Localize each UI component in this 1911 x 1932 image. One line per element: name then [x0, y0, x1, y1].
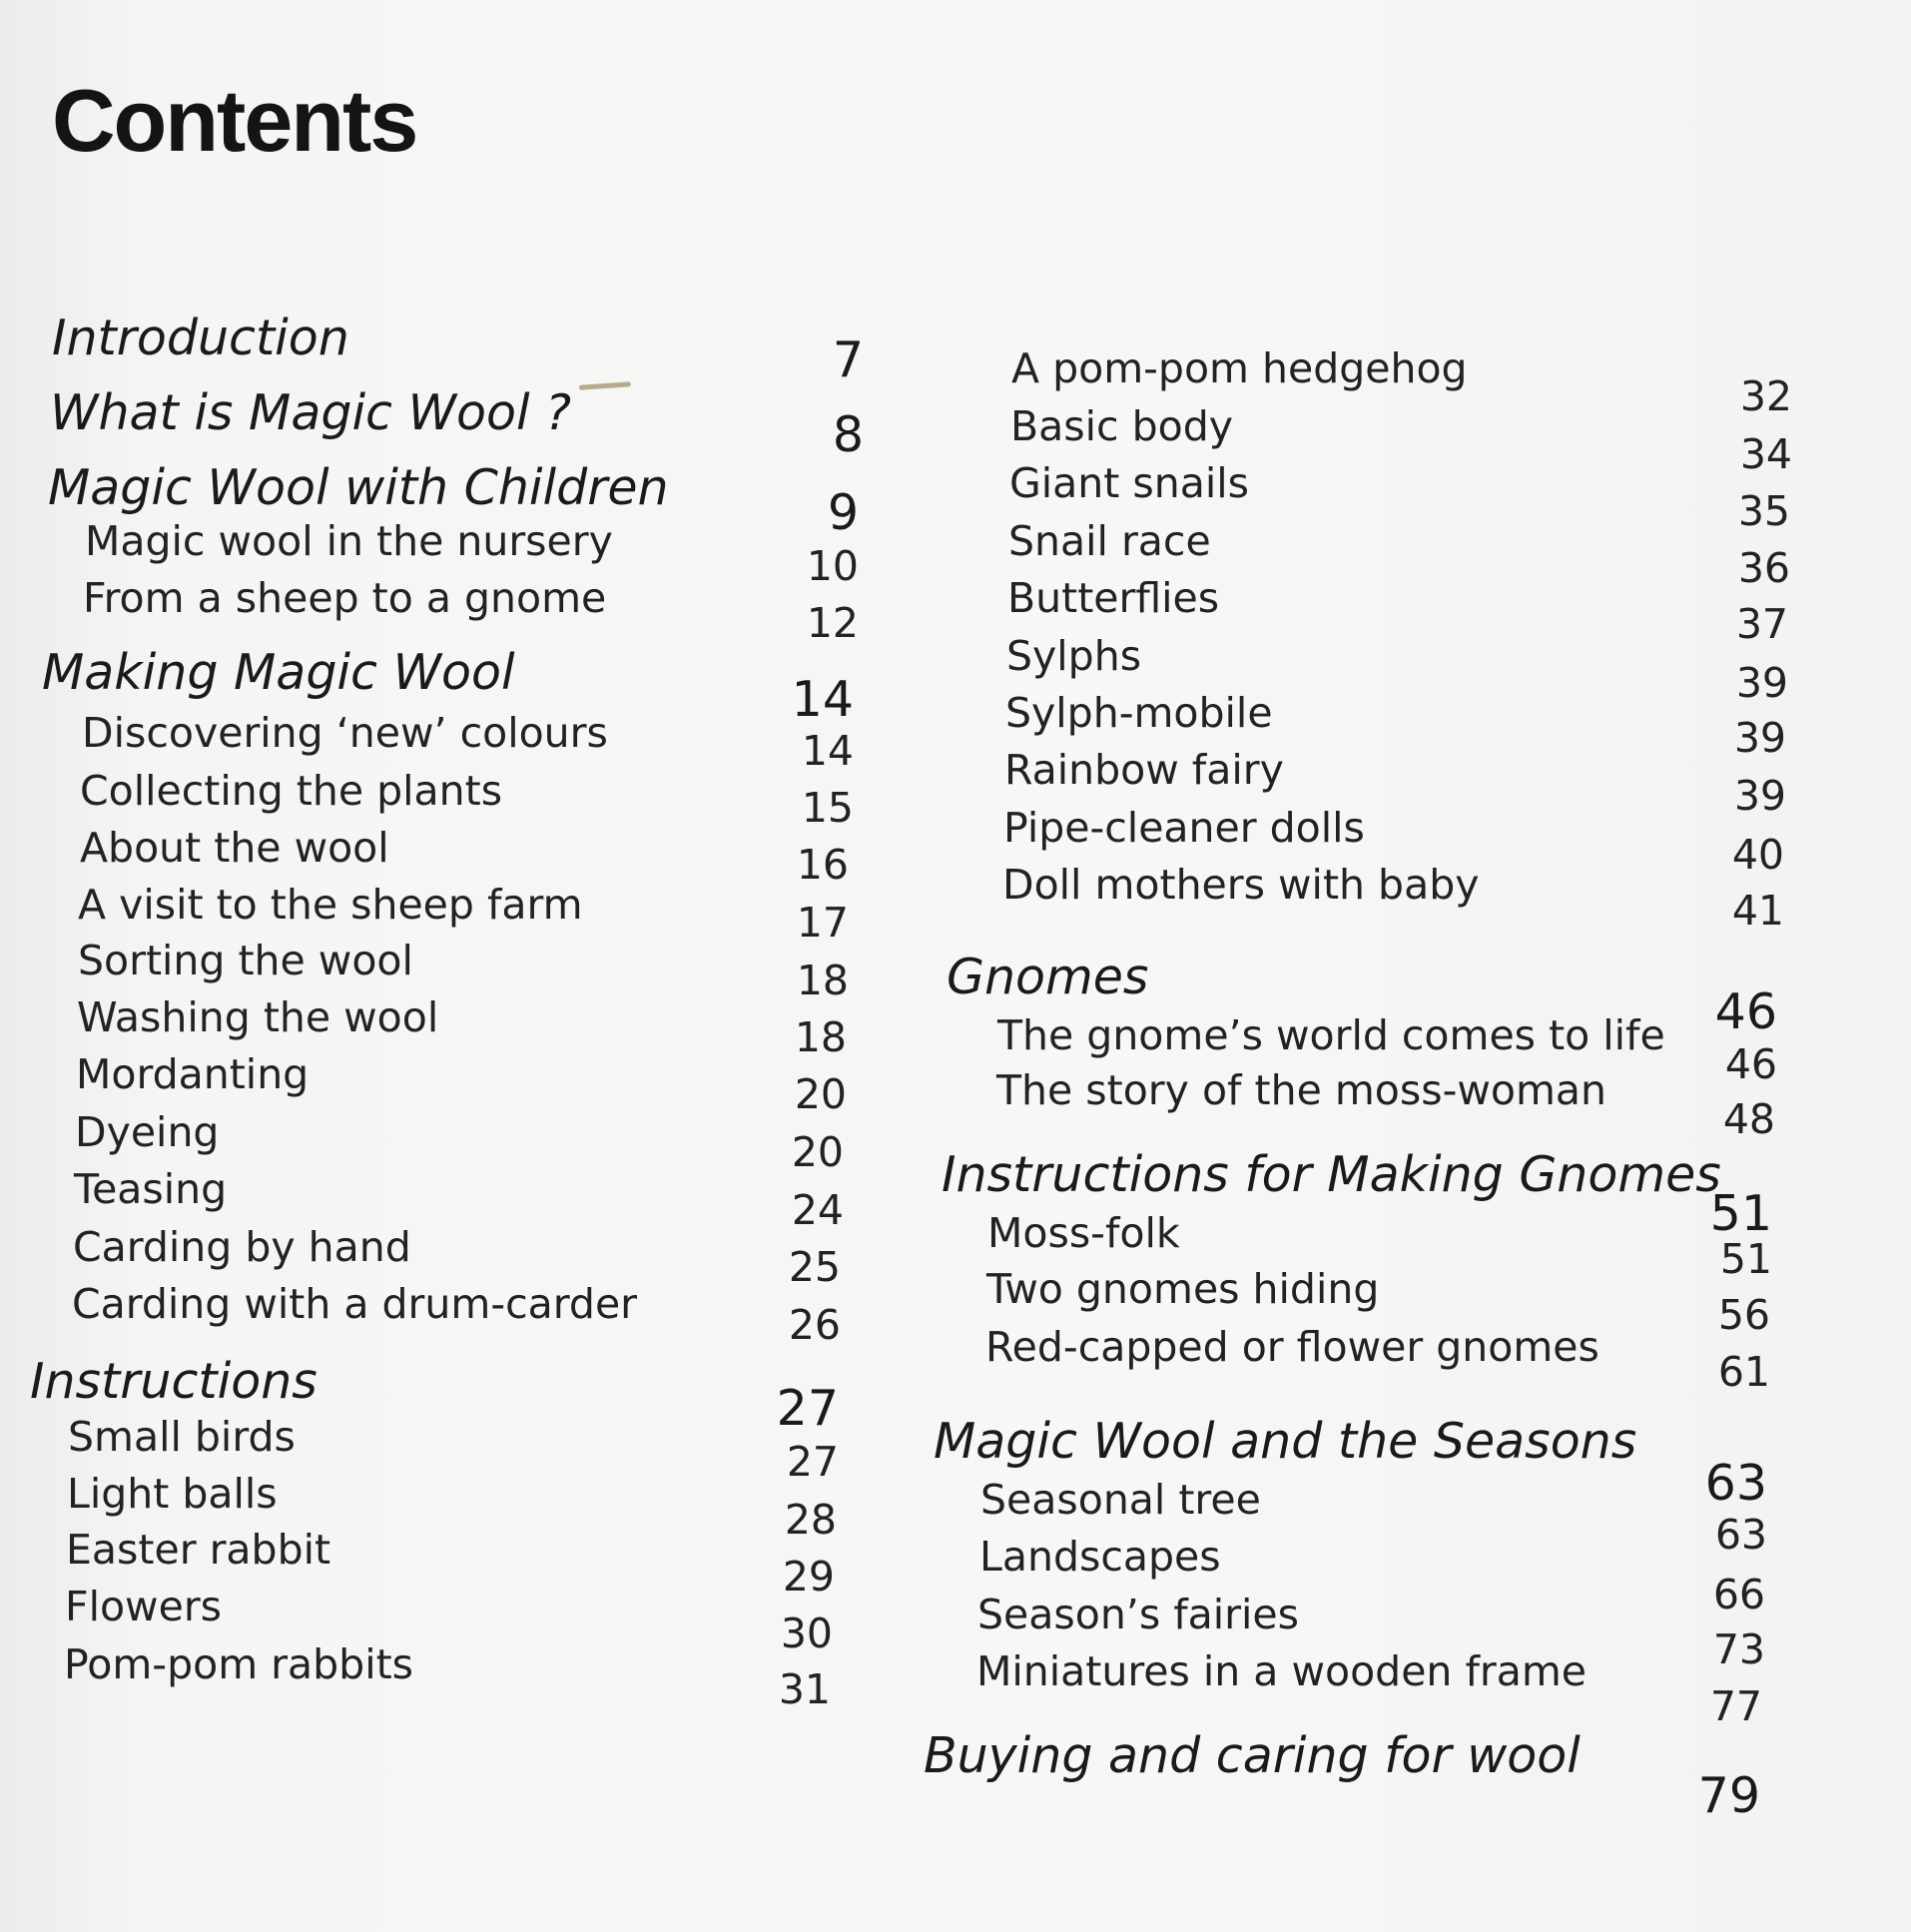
- toc-entry-title: Magic wool in the nursery: [85, 517, 613, 565]
- toc-entry-title: Carding with a drum-carder: [72, 1280, 638, 1328]
- toc-page-number: 79: [1697, 1767, 1760, 1824]
- toc-entry-title: The story of the moss-woman: [996, 1066, 1607, 1114]
- toc-page-number: 56: [1717, 1291, 1770, 1339]
- toc-page-number: 48: [1722, 1095, 1775, 1143]
- toc-section-title: Magic Wool and the Seasons: [934, 1413, 1637, 1470]
- toc-entry-title: Light balls: [67, 1470, 278, 1518]
- toc-page-number: 14: [801, 727, 854, 775]
- toc-entry-title: Seasonal tree: [980, 1476, 1261, 1524]
- toc-page-number: 30: [780, 1610, 833, 1657]
- toc-entry: [30, 709, 879, 775]
- toc-page-number: 51: [1709, 1185, 1772, 1242]
- toc-entry: [924, 1011, 1802, 1088]
- toc-page-number: 17: [796, 899, 849, 947]
- toc-entry: [924, 1323, 1802, 1396]
- toc-entry: [30, 824, 879, 889]
- toc-entry: [30, 1413, 879, 1486]
- toc-entry: [924, 1209, 1802, 1283]
- toc-entry-title: Carding by hand: [73, 1223, 411, 1271]
- toc-entry-title: The gnome’s world comes to life: [997, 1011, 1665, 1059]
- toc-entry: [30, 517, 879, 590]
- toc-page-number: 63: [1704, 1455, 1767, 1512]
- toc-entry-title: Mordanting: [76, 1050, 310, 1098]
- toc-entry-title: Collecting the plants: [80, 767, 503, 815]
- toc-entry: [30, 767, 879, 832]
- toc-page-number: 73: [1712, 1625, 1765, 1673]
- toc-entry: [924, 746, 1802, 820]
- toc-entry-title: Giant snails: [1009, 459, 1249, 507]
- toc-page-number: 77: [1709, 1682, 1762, 1730]
- toc-page-number: 28: [784, 1496, 837, 1544]
- toc-page-number: 39: [1733, 772, 1786, 820]
- toc-entry-title: Dyeing: [75, 1108, 220, 1156]
- toc-entry-title: Sylph-mobile: [1005, 689, 1273, 737]
- toc-entry: [30, 1583, 879, 1657]
- toc-page-number: 46: [1714, 983, 1777, 1040]
- toc-page-number: 29: [782, 1553, 835, 1601]
- toc-entry: [30, 1223, 879, 1291]
- toc-page-number: 32: [1739, 372, 1792, 420]
- toc-page-number: 31: [778, 1665, 831, 1713]
- toc-entry: [30, 937, 879, 1004]
- toc-entry: [924, 402, 1802, 478]
- toc-section-title: Magic Wool with Children: [48, 459, 669, 516]
- toc-page-number: 40: [1731, 831, 1784, 879]
- toc-page-number: 51: [1719, 1235, 1772, 1283]
- toc-entry-title: Teasing: [74, 1165, 228, 1213]
- toc-entry-title: Washing the wool: [77, 993, 439, 1041]
- toc-entry-title: Small birds: [68, 1413, 296, 1461]
- toc-page-number: 12: [806, 599, 859, 647]
- toc-entry: [30, 993, 879, 1061]
- toc-section-title: Gnomes: [947, 949, 1149, 1005]
- toc-entry: [30, 1470, 879, 1544]
- toc-page-number: 41: [1731, 887, 1784, 935]
- toc-page-number: 16: [796, 841, 849, 889]
- toc-entry: [924, 344, 1802, 420]
- toc-page-number: 27: [786, 1438, 839, 1486]
- toc-page-number: 63: [1714, 1511, 1767, 1559]
- toc-entry-title: Doll mothers with baby: [1002, 861, 1480, 909]
- toc-page-number: 8: [832, 406, 864, 463]
- toc-page-number: 35: [1737, 487, 1790, 535]
- toc-entry: [924, 804, 1802, 879]
- toc-entry-title: Red-capped or flower gnomes: [985, 1323, 1599, 1371]
- page-title: Contents: [52, 71, 417, 170]
- toc-entry: [30, 1280, 879, 1349]
- toc-entry: [924, 1647, 1802, 1730]
- toc-page-number: 20: [794, 1070, 847, 1118]
- toc-entry: [924, 459, 1802, 535]
- toc-page-number: 14: [791, 671, 854, 728]
- toc-entry-title: Pom-pom rabbits: [64, 1640, 414, 1688]
- toc-page-number: 37: [1735, 600, 1788, 648]
- toc-entry: [924, 574, 1802, 648]
- toc-section-entry: [924, 1727, 1802, 1824]
- toc-entry-title: Two gnomes hiding: [986, 1265, 1380, 1313]
- toc-entry-title: Moss-folk: [987, 1209, 1180, 1257]
- toc-entry-title: Miniatures in a wooden frame: [976, 1647, 1588, 1695]
- toc-entry-title: Flowers: [65, 1583, 223, 1630]
- toc-entry: [30, 881, 879, 947]
- toc-entry: [924, 517, 1802, 592]
- toc-page-number: 39: [1733, 714, 1786, 762]
- toc-section-entry: [30, 310, 879, 388]
- toc-page-number: 18: [794, 1013, 847, 1061]
- toc-entry: [924, 689, 1802, 762]
- toc-page-number: 20: [791, 1128, 844, 1176]
- toc-entry-title: A visit to the sheep farm: [78, 881, 583, 929]
- toc-entry-title: A pom-pom hedgehog: [1011, 344, 1468, 392]
- toc-entry: [924, 1265, 1802, 1339]
- toc-entry-title: Snail race: [1008, 517, 1211, 565]
- toc-page-number: 66: [1712, 1571, 1765, 1618]
- toc-entry: [924, 1066, 1802, 1143]
- toc-page-number: 7: [832, 331, 864, 388]
- toc-page-number: 9: [827, 484, 859, 541]
- toc-entry-title: Basic body: [1010, 402, 1233, 450]
- toc-section-title: Making Magic Wool: [42, 644, 515, 701]
- toc-section-entry: [30, 384, 879, 463]
- toc-entry: [924, 861, 1802, 935]
- toc-entry-title: Discovering ‘new’ colours: [82, 709, 608, 757]
- toc-section-title: What is Magic Wool ?: [50, 384, 572, 441]
- toc-entry-title: Butterflies: [1007, 574, 1220, 622]
- toc-entry-title: Pipe-cleaner dolls: [1003, 804, 1365, 852]
- toc-page-number: 46: [1724, 1040, 1777, 1088]
- toc-page-number: 25: [788, 1243, 841, 1291]
- toc-section-entry: [30, 644, 879, 728]
- toc-entry-title: Sylphs: [1006, 632, 1142, 680]
- toc-entry: [30, 1108, 879, 1176]
- toc-section-title: Introduction: [52, 310, 349, 366]
- toc-section-title: Instructions for Making Gnomes: [942, 1146, 1721, 1203]
- toc-entry-title: About the wool: [80, 824, 389, 872]
- toc-entry: [924, 632, 1802, 707]
- toc-page-number: 27: [776, 1380, 839, 1437]
- toc-page-number: 34: [1739, 430, 1792, 478]
- toc-entry-title: From a sheep to a gnome: [83, 574, 607, 622]
- toc-page-number: 24: [791, 1186, 844, 1234]
- toc-entry-title: Season’s fairies: [977, 1591, 1300, 1638]
- toc-entry: [30, 574, 879, 647]
- toc-page-number: 39: [1735, 659, 1788, 707]
- toc-page-number: 26: [788, 1301, 841, 1349]
- toc-entry-title: Rainbow fairy: [1004, 746, 1284, 794]
- toc-section-title: Buying and caring for wool: [924, 1727, 1581, 1784]
- toc-page-number: 10: [806, 542, 859, 590]
- toc-entry-title: Sorting the wool: [78, 937, 413, 984]
- toc-section-title: Instructions: [30, 1353, 318, 1410]
- toc-page-number: 15: [801, 784, 854, 832]
- toc-entry: [30, 1165, 879, 1234]
- toc-entry: [30, 1050, 879, 1118]
- toc-page-number: 61: [1717, 1348, 1770, 1396]
- toc-entry: [30, 1526, 879, 1601]
- toc-page-number: 18: [796, 957, 849, 1004]
- toc-page-number: 36: [1737, 544, 1790, 592]
- toc-entry: [30, 1640, 879, 1713]
- toc-entry-title: Landscapes: [979, 1533, 1221, 1581]
- toc-entry-title: Easter rabbit: [66, 1526, 331, 1574]
